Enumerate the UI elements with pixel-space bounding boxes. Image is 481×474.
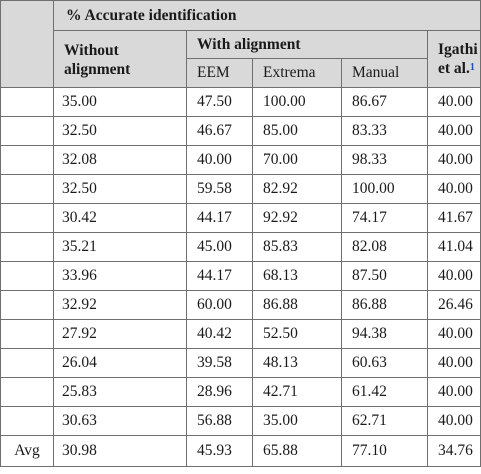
manual-cell: 100.00	[342, 175, 428, 204]
group-header: % Accurate identification	[54, 1, 481, 31]
manual-cell: 60.63	[342, 349, 428, 378]
igathi-cell: 40.00	[428, 146, 481, 175]
row-label-header	[1, 1, 54, 88]
extrema-cell: 86.88	[253, 291, 342, 320]
without-alignment-cell: 32.08	[54, 146, 187, 175]
manual-cell: 74.17	[342, 204, 428, 233]
manual-cell: 98.33	[342, 146, 428, 175]
extrema-cell: 52.50	[253, 320, 342, 349]
row-label	[1, 349, 54, 378]
extrema-cell: 92.92	[253, 204, 342, 233]
without-alignment-cell: 32.92	[54, 291, 187, 320]
manual-header: Manual	[342, 59, 428, 88]
table-row	[1, 349, 481, 378]
avg-without-alignment-cell: 30.98	[54, 436, 187, 467]
manual-cell: 62.71	[342, 407, 428, 436]
table-row	[1, 88, 481, 117]
eem-cell: 40.00	[187, 146, 253, 175]
avg-igathi-cell: 34.76	[428, 436, 481, 467]
table-row	[1, 407, 481, 436]
row-label	[1, 175, 54, 204]
igathi-header	[428, 31, 481, 88]
igathi-cell: 40.00	[428, 349, 481, 378]
manual-cell: 94.38	[342, 320, 428, 349]
row-label	[1, 204, 54, 233]
table-row	[1, 320, 481, 349]
without-alignment-cell: 35.21	[54, 233, 187, 262]
etal-label: et al.	[438, 60, 470, 77]
eem-cell: 60.00	[187, 291, 253, 320]
igathi-cell: 41.67	[428, 204, 481, 233]
eem-cell: 46.67	[187, 117, 253, 146]
manual-cell: 82.08	[342, 233, 428, 262]
reference-marker[interactable]: 1	[469, 62, 475, 73]
row-label	[1, 88, 54, 117]
avg-manual-cell: 77.10	[342, 436, 428, 467]
eem-cell: 39.58	[187, 349, 253, 378]
table-row	[1, 233, 481, 262]
avg-label: Avg	[1, 436, 54, 467]
table-row	[1, 117, 481, 146]
row-label	[1, 146, 54, 175]
igathi-cell: 40.00	[428, 88, 481, 117]
table-row	[1, 378, 481, 407]
eem-cell: 44.17	[187, 262, 253, 291]
without-alignment-header: Without alignment	[54, 31, 187, 88]
manual-cell: 86.88	[342, 291, 428, 320]
row-label	[1, 233, 54, 262]
row-label	[1, 378, 54, 407]
extrema-cell: 100.00	[253, 88, 342, 117]
igathi-cell: 26.46	[428, 291, 481, 320]
extrema-cell: 82.92	[253, 175, 342, 204]
eem-cell: 56.88	[187, 407, 253, 436]
avg-eem-cell: 45.93	[187, 436, 253, 467]
igathi-cell: 40.00	[428, 407, 481, 436]
igathi-label: Igathi	[438, 41, 478, 58]
extrema-cell: 85.00	[253, 117, 342, 146]
eem-cell: 44.17	[187, 204, 253, 233]
row-label	[1, 407, 54, 436]
without-alignment-cell: 35.00	[54, 88, 187, 117]
igathi-cell: 40.00	[428, 378, 481, 407]
extrema-cell: 70.00	[253, 146, 342, 175]
without-alignment-cell: 33.96	[54, 262, 187, 291]
extrema-cell: 48.13	[253, 349, 342, 378]
without-alignment-cell: 30.63	[54, 407, 187, 436]
extrema-cell: 42.71	[253, 378, 342, 407]
igathi-cell: 41.04	[428, 233, 481, 262]
eem-cell: 28.96	[187, 378, 253, 407]
igathi-cell: 40.00	[428, 175, 481, 204]
table-row	[1, 204, 481, 233]
row-label	[1, 291, 54, 320]
manual-cell: 83.33	[342, 117, 428, 146]
eem-cell: 40.42	[187, 320, 253, 349]
manual-cell: 61.42	[342, 378, 428, 407]
igathi-cell: 40.00	[428, 320, 481, 349]
manual-cell: 86.67	[342, 88, 428, 117]
extrema-header: Extrema	[253, 59, 342, 88]
without-alignment-cell: 27.92	[54, 320, 187, 349]
avg-row	[1, 436, 481, 467]
without-alignment-cell: 32.50	[54, 175, 187, 204]
eem-cell: 45.00	[187, 233, 253, 262]
without-alignment-cell: 25.83	[54, 378, 187, 407]
without-alignment-cell: 26.04	[54, 349, 187, 378]
table-row	[1, 175, 481, 204]
row-label	[1, 117, 54, 146]
table-row	[1, 262, 481, 291]
without-alignment-cell: 30.42	[54, 204, 187, 233]
without-alignment-cell: 32.50	[54, 117, 187, 146]
row-label	[1, 320, 54, 349]
igathi-cell: 40.00	[428, 262, 481, 291]
extrema-cell: 35.00	[253, 407, 342, 436]
extrema-cell: 85.83	[253, 233, 342, 262]
eem-cell: 47.50	[187, 88, 253, 117]
table-row	[1, 146, 481, 175]
eem-cell: 59.58	[187, 175, 253, 204]
eem-header: EEM	[187, 59, 253, 88]
with-alignment-header: With alignment	[187, 31, 428, 59]
manual-cell: 87.50	[342, 262, 428, 291]
avg-extrema-cell: 65.88	[253, 436, 342, 467]
row-label	[1, 262, 54, 291]
table-row	[1, 291, 481, 320]
igathi-cell: 40.00	[428, 117, 481, 146]
extrema-cell: 68.13	[253, 262, 342, 291]
